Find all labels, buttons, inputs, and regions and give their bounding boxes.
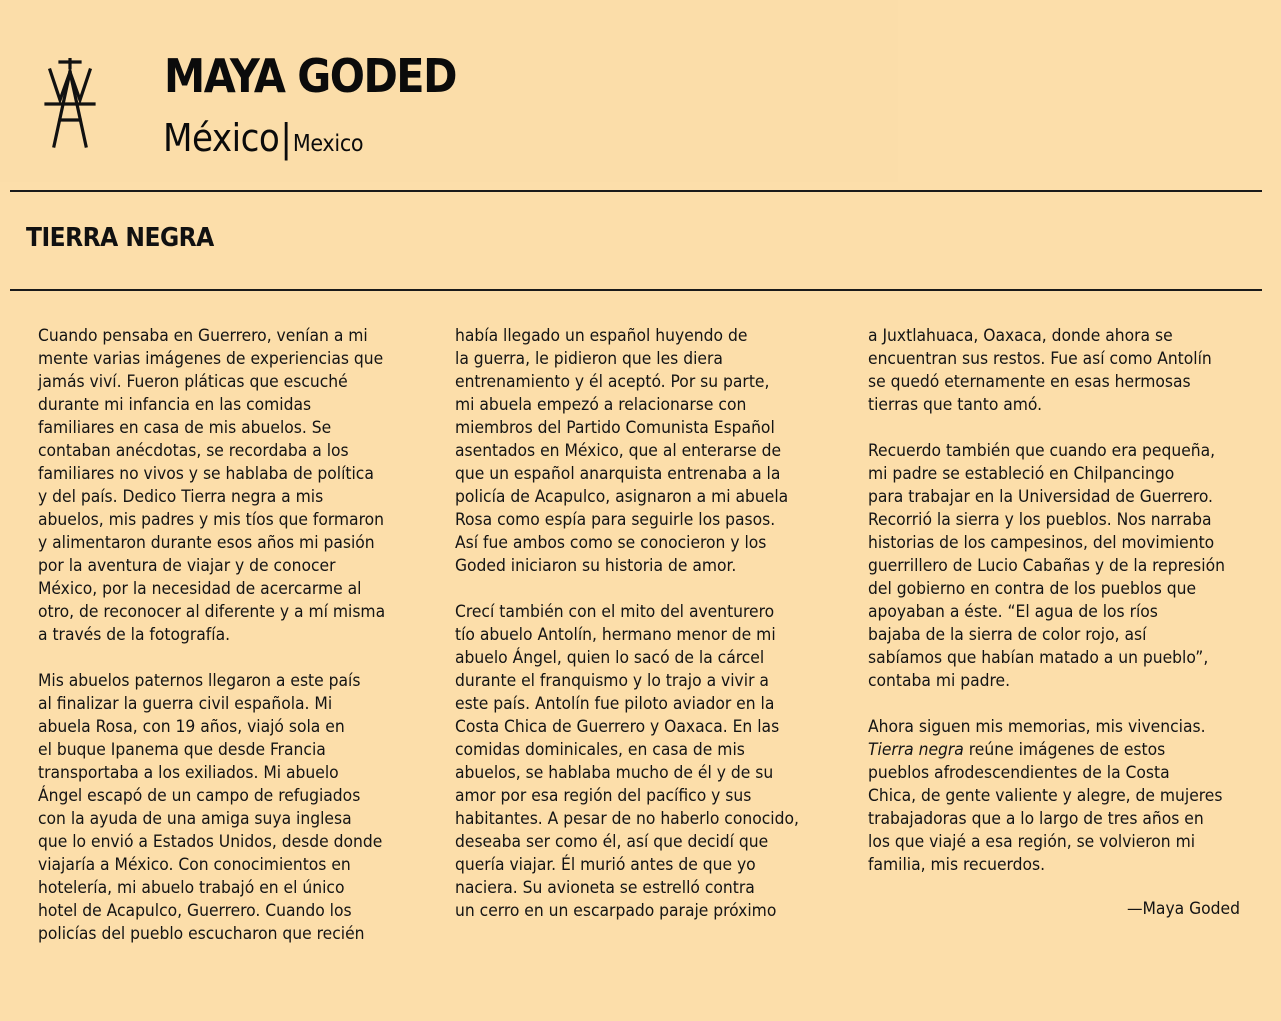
- paragraph-gap: [455, 578, 799, 601]
- text-line: contaban anécdotas, se recordaba a los: [38, 441, 349, 461]
- text-column-1: [38, 325, 385, 946]
- text-line: el buque Ipanema que desde Francia: [38, 740, 326, 760]
- text-line: por la aventura de viajar y de conocer: [38, 556, 336, 576]
- text-line: pueblos afrodescendientes de la Costa: [868, 763, 1170, 783]
- text-line: tierras que tanto amó.: [868, 395, 1043, 415]
- text-line: a Juxtlahuaca, Oaxaca, donde ahora se: [868, 326, 1173, 346]
- text-line: policía de Acapulco, asignaron a mi abuela: [455, 487, 789, 507]
- text-line: Recuerdo también que cuando era pequeña,: [868, 441, 1216, 461]
- text-line: se quedó eternamente en esas hermosas: [868, 372, 1191, 392]
- text-line: Crecí también con el mito del aventurero: [455, 602, 775, 622]
- top-divider: [10, 190, 1262, 192]
- artist-name: MAYA GODED: [164, 49, 456, 103]
- text-line: deseaba ser como él, así que decidí que: [455, 832, 769, 852]
- text-line: durante el franquismo y lo trajo a vivir a: [455, 671, 769, 691]
- text-line: amor por esa región del pacífico y sus: [455, 786, 752, 806]
- text-line: un cerro en un escarpado paraje próximo: [455, 901, 777, 921]
- text-line: para trabajar en la Universidad de Guerrero.: [868, 487, 1213, 507]
- text-line: este país. Antolín fue piloto aviador en la: [455, 694, 775, 714]
- text-line: la guerra, le pidieron que les diera: [455, 349, 723, 369]
- text-line: familiares en casa de mis abuelos. Se: [38, 418, 332, 438]
- text-line: del gobierno en contra de los pueblos que: [868, 579, 1197, 599]
- text-line: guerrillero de Lucio Cabañas y de la represión: [868, 556, 1225, 576]
- country-separator: |: [280, 116, 292, 160]
- country-spanish: México: [163, 116, 280, 160]
- text-line: bajaba de la sierra de color rojo, así: [868, 625, 1147, 645]
- text-line: mi padre se estableció en Chilpancingo: [868, 464, 1175, 484]
- text-line: había llegado un español huyendo de: [455, 326, 748, 346]
- text-line: Cuando pensaba en Guerrero, venían a mi: [38, 326, 368, 346]
- text-line: familia, mis recuerdos.: [868, 855, 1046, 875]
- text-line: los que viajé a esa región, se volvieron mi: [868, 832, 1196, 852]
- text-line: entrenamiento y él aceptó. Por su parte,: [455, 372, 770, 392]
- paragraph-gap: [868, 417, 1225, 440]
- text-line: jamás viví. Fueron pláticas que escuché: [38, 372, 348, 392]
- text-column-3: [868, 325, 1225, 877]
- country-english: Mexico: [292, 131, 364, 157]
- text-line: transportaba a los exiliados. Mi abuelo: [38, 763, 339, 783]
- text-line: viajaría a México. Con conocimientos en: [38, 855, 351, 875]
- text-line: mente varias imágenes de experiencias que: [38, 349, 384, 369]
- text-line: Rosa como espía para seguirle los pasos.: [455, 510, 776, 530]
- text-line: encuentran sus restos. Fue así como Antolín: [868, 349, 1212, 369]
- text-line: Ángel escapó de un campo de refugiados: [38, 786, 361, 806]
- text-line: miembros del Partido Comunista Español: [455, 418, 775, 438]
- title-divider: [10, 289, 1262, 291]
- text-line: Así fue ambos como se conocieron y los: [455, 533, 767, 553]
- text-line: tío abuelo Antolín, hermano menor de mi: [455, 625, 776, 645]
- text-line: abuela Rosa, con 19 años, viajó sola en: [38, 717, 345, 737]
- artist-country: [163, 116, 363, 168]
- text-line: Costa Chica de Guerrero y Oaxaca. En las: [455, 717, 780, 737]
- text-line: que lo envió a Estados Unidos, desde donde: [38, 832, 383, 852]
- text-column-2: [455, 325, 799, 923]
- text-line: que un español anarquista entrenaba a la: [455, 464, 781, 484]
- text-line: Ahora siguen mis memorias, mis vivencias.: [868, 717, 1206, 737]
- text-line: Recorrió la sierra y los pueblos. Nos narraba: [868, 510, 1212, 530]
- text-line: abuelo Ángel, quien lo sacó de la cárcel: [455, 648, 765, 668]
- text-line: hotelería, mi abuelo trabajó en el único: [38, 878, 345, 898]
- paragraph-gap: [868, 693, 1225, 716]
- text-line: trabajadoras que a lo largo de tres años en: [868, 809, 1204, 829]
- text-line: policías del pueblo escucharon que recién: [38, 924, 365, 944]
- text-line: Goded iniciaron su historia de amor.: [455, 556, 737, 576]
- text-line: contaba mi padre.: [868, 671, 1011, 691]
- text-line: habitantes. A pesar de no haberlo conocido,: [455, 809, 799, 829]
- easel-logo-icon: [44, 58, 96, 150]
- text-line: otro, de reconocer al diferente y a mí misma: [38, 602, 386, 622]
- exhibit-title: TIERRA NEGRA: [26, 223, 214, 253]
- text-line: sabíamos que habían matado a un pueblo”,: [868, 648, 1209, 668]
- text-line: durante mi infancia en las comidas: [38, 395, 312, 415]
- text-line: asentados en México, que al enterarse de: [455, 441, 782, 461]
- text-line: y del país. Dedico Tierra negra a mis: [38, 487, 324, 507]
- text-line: apoyaban a éste. “El agua de los ríos: [868, 602, 1158, 622]
- text-line: abuelos, mis padres y mis tíos que formaron: [38, 510, 384, 530]
- text-line: hotel de Acapulco, Guerrero. Cuando los: [38, 901, 352, 921]
- text-line: mi abuela empezó a relacionarse con: [455, 395, 747, 415]
- paragraph-gap: [38, 647, 385, 670]
- text-line: historias de los campesinos, del movimiento: [868, 533, 1215, 553]
- text-line: Tierra negra reúne imágenes de estos: [868, 740, 1166, 760]
- text-line: Chica, de gente valiente y alegre, de mujeres: [868, 786, 1223, 806]
- text-line: a través de la fotografía.: [38, 625, 231, 645]
- italic-title: Tierra negra: [868, 740, 964, 760]
- text-line: abuelos, se hablaba mucho de él y de su: [455, 763, 774, 783]
- text-line: naciera. Su avioneta se estrelló contra: [455, 878, 755, 898]
- text-line: con la ayuda de una amiga suya inglesa: [38, 809, 352, 829]
- text-line: familiares no vivos y se hablaba de política: [38, 464, 374, 484]
- signature: —Maya Goded: [1126, 899, 1240, 919]
- text-line: y alimentaron durante esos años mi pasión: [38, 533, 375, 553]
- text-line: México, por la necesidad de acercarme al: [38, 579, 362, 599]
- text-line: comidas dominicales, en casa de mis: [455, 740, 745, 760]
- text-line: al finalizar la guerra civil española. Mi: [38, 694, 333, 714]
- text-line: Mis abuelos paternos llegaron a este país: [38, 671, 361, 691]
- text-line: quería viajar. Él murió antes de que yo: [455, 855, 756, 875]
